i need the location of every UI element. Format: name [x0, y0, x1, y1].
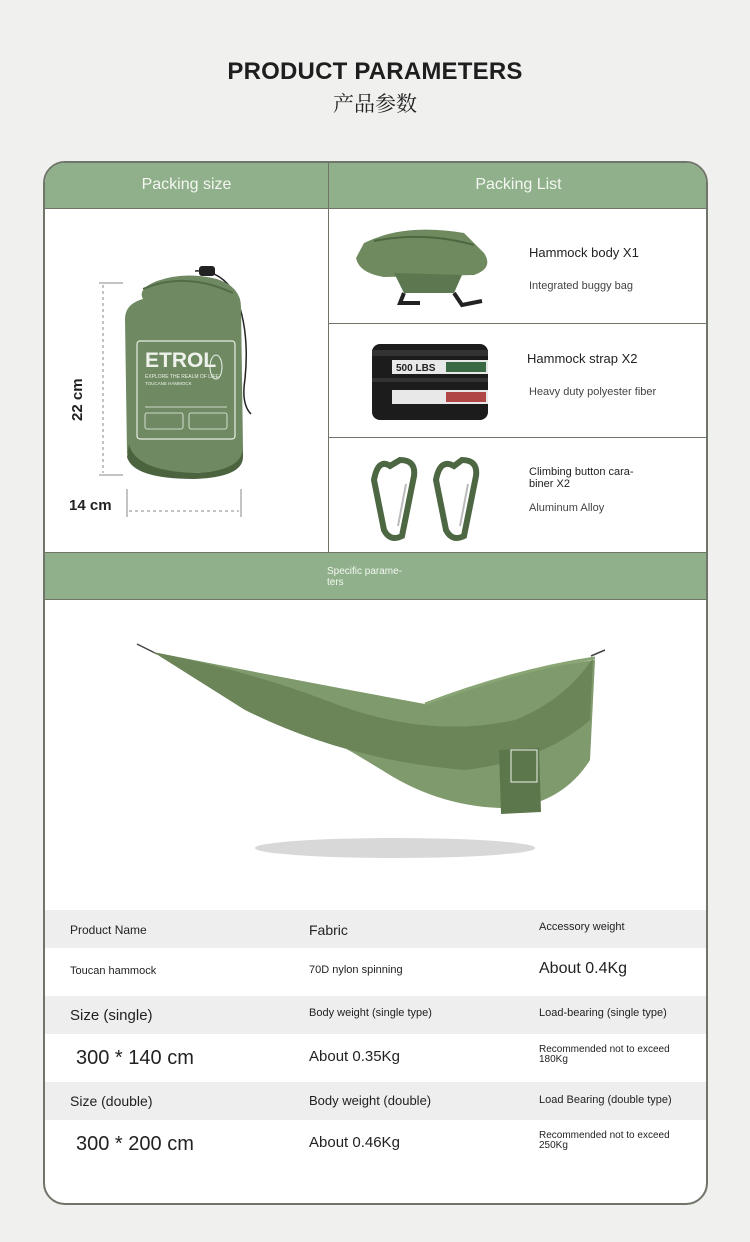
parameters-card	[43, 161, 708, 1205]
packing-size-panel	[45, 209, 329, 552]
table-cell: Body weight (single type)	[309, 1007, 432, 1019]
hammock-image-area	[45, 600, 706, 910]
table-cell	[539, 1045, 670, 1065]
packing-item-subtitle: Aluminum Alloy	[529, 502, 605, 514]
bag-tagline-text: EXPLORE THE REALM OF LIFE	[145, 374, 219, 380]
packing-item-title: Hammock strap X2	[527, 351, 638, 366]
width-dimension-label: 14 cm	[69, 497, 112, 514]
packing-item-title-line: biner X2	[529, 478, 570, 490]
table-cell: Load Bearing (double type)	[539, 1094, 672, 1106]
table-cell	[539, 1131, 670, 1151]
specific-parameters-title-line: Specific parame-	[327, 566, 403, 577]
table-cell: About 0.4Kg	[539, 960, 628, 977]
specific-parameters-title	[327, 566, 417, 588]
table-cell: 70D nylon spinning	[309, 964, 403, 976]
table-cell: Product Name	[70, 923, 147, 937]
page-title: PRODUCT PARAMETERS	[227, 58, 523, 85]
specific-parameters-title-line: ters	[327, 577, 344, 588]
carabiner-image	[344, 440, 524, 550]
packing-item-carabiner	[329, 438, 708, 552]
packing-item-hammock-strap	[329, 324, 708, 438]
table-row	[45, 1120, 706, 1168]
table-cell: 300 * 140 cm	[76, 1047, 194, 1069]
packing-item-title-line: Climbing button cara-	[529, 466, 634, 478]
strap-label-text: 500 LBS	[396, 363, 436, 374]
table-cell-line: Recommended not to exceed	[539, 1130, 670, 1141]
table-row	[45, 996, 706, 1034]
table-cell: About 0.35Kg	[309, 1048, 400, 1065]
table-cell-line: Recommended not to exceed	[539, 1044, 670, 1055]
table-row	[45, 1082, 706, 1120]
bag-product-text: TOUCANE HAMMOCK	[145, 381, 192, 386]
table-cell: Fabric	[309, 922, 348, 938]
packing-item-subtitle: Heavy duty polyester fiber	[529, 386, 657, 398]
packing-list-header: Packing List	[475, 176, 562, 193]
table-cell-line: 250Kg	[539, 1140, 568, 1151]
table-cell: 300 * 200 cm	[76, 1133, 194, 1155]
hammock-illustration	[45, 600, 708, 910]
specific-parameters-bar	[45, 552, 706, 600]
table-row	[45, 1034, 706, 1082]
table-row	[45, 948, 706, 996]
table-cell: Toucan hammock	[70, 965, 157, 977]
table-row	[45, 910, 706, 948]
packing-item-title	[529, 466, 634, 490]
packing-item-subtitle: Integrated buggy bag	[529, 280, 633, 292]
packing-header-bar	[45, 163, 706, 209]
table-cell: Size (single)	[70, 1007, 153, 1024]
packing-size-header: Packing size	[45, 163, 329, 209]
table-cell: Accessory weight	[539, 921, 625, 933]
packing-item-hammock-body	[329, 209, 708, 324]
hammock-strap-image	[344, 328, 524, 438]
height-dimension-label: 22 cm	[69, 378, 86, 421]
table-cell: Load-bearing (single type)	[539, 1007, 667, 1019]
hammock-body-image	[344, 213, 524, 323]
table-cell: About 0.46Kg	[309, 1134, 400, 1151]
packing-list-panel	[329, 209, 708, 552]
bag-brand-text: ETROL	[145, 349, 217, 372]
page-subtitle: 产品参数	[333, 92, 417, 116]
table-cell-line: 180Kg	[539, 1054, 568, 1065]
table-cell: Size (double)	[70, 1093, 153, 1109]
table-cell: Body weight (double)	[309, 1093, 432, 1108]
packing-item-title: Hammock body X1	[529, 245, 639, 260]
